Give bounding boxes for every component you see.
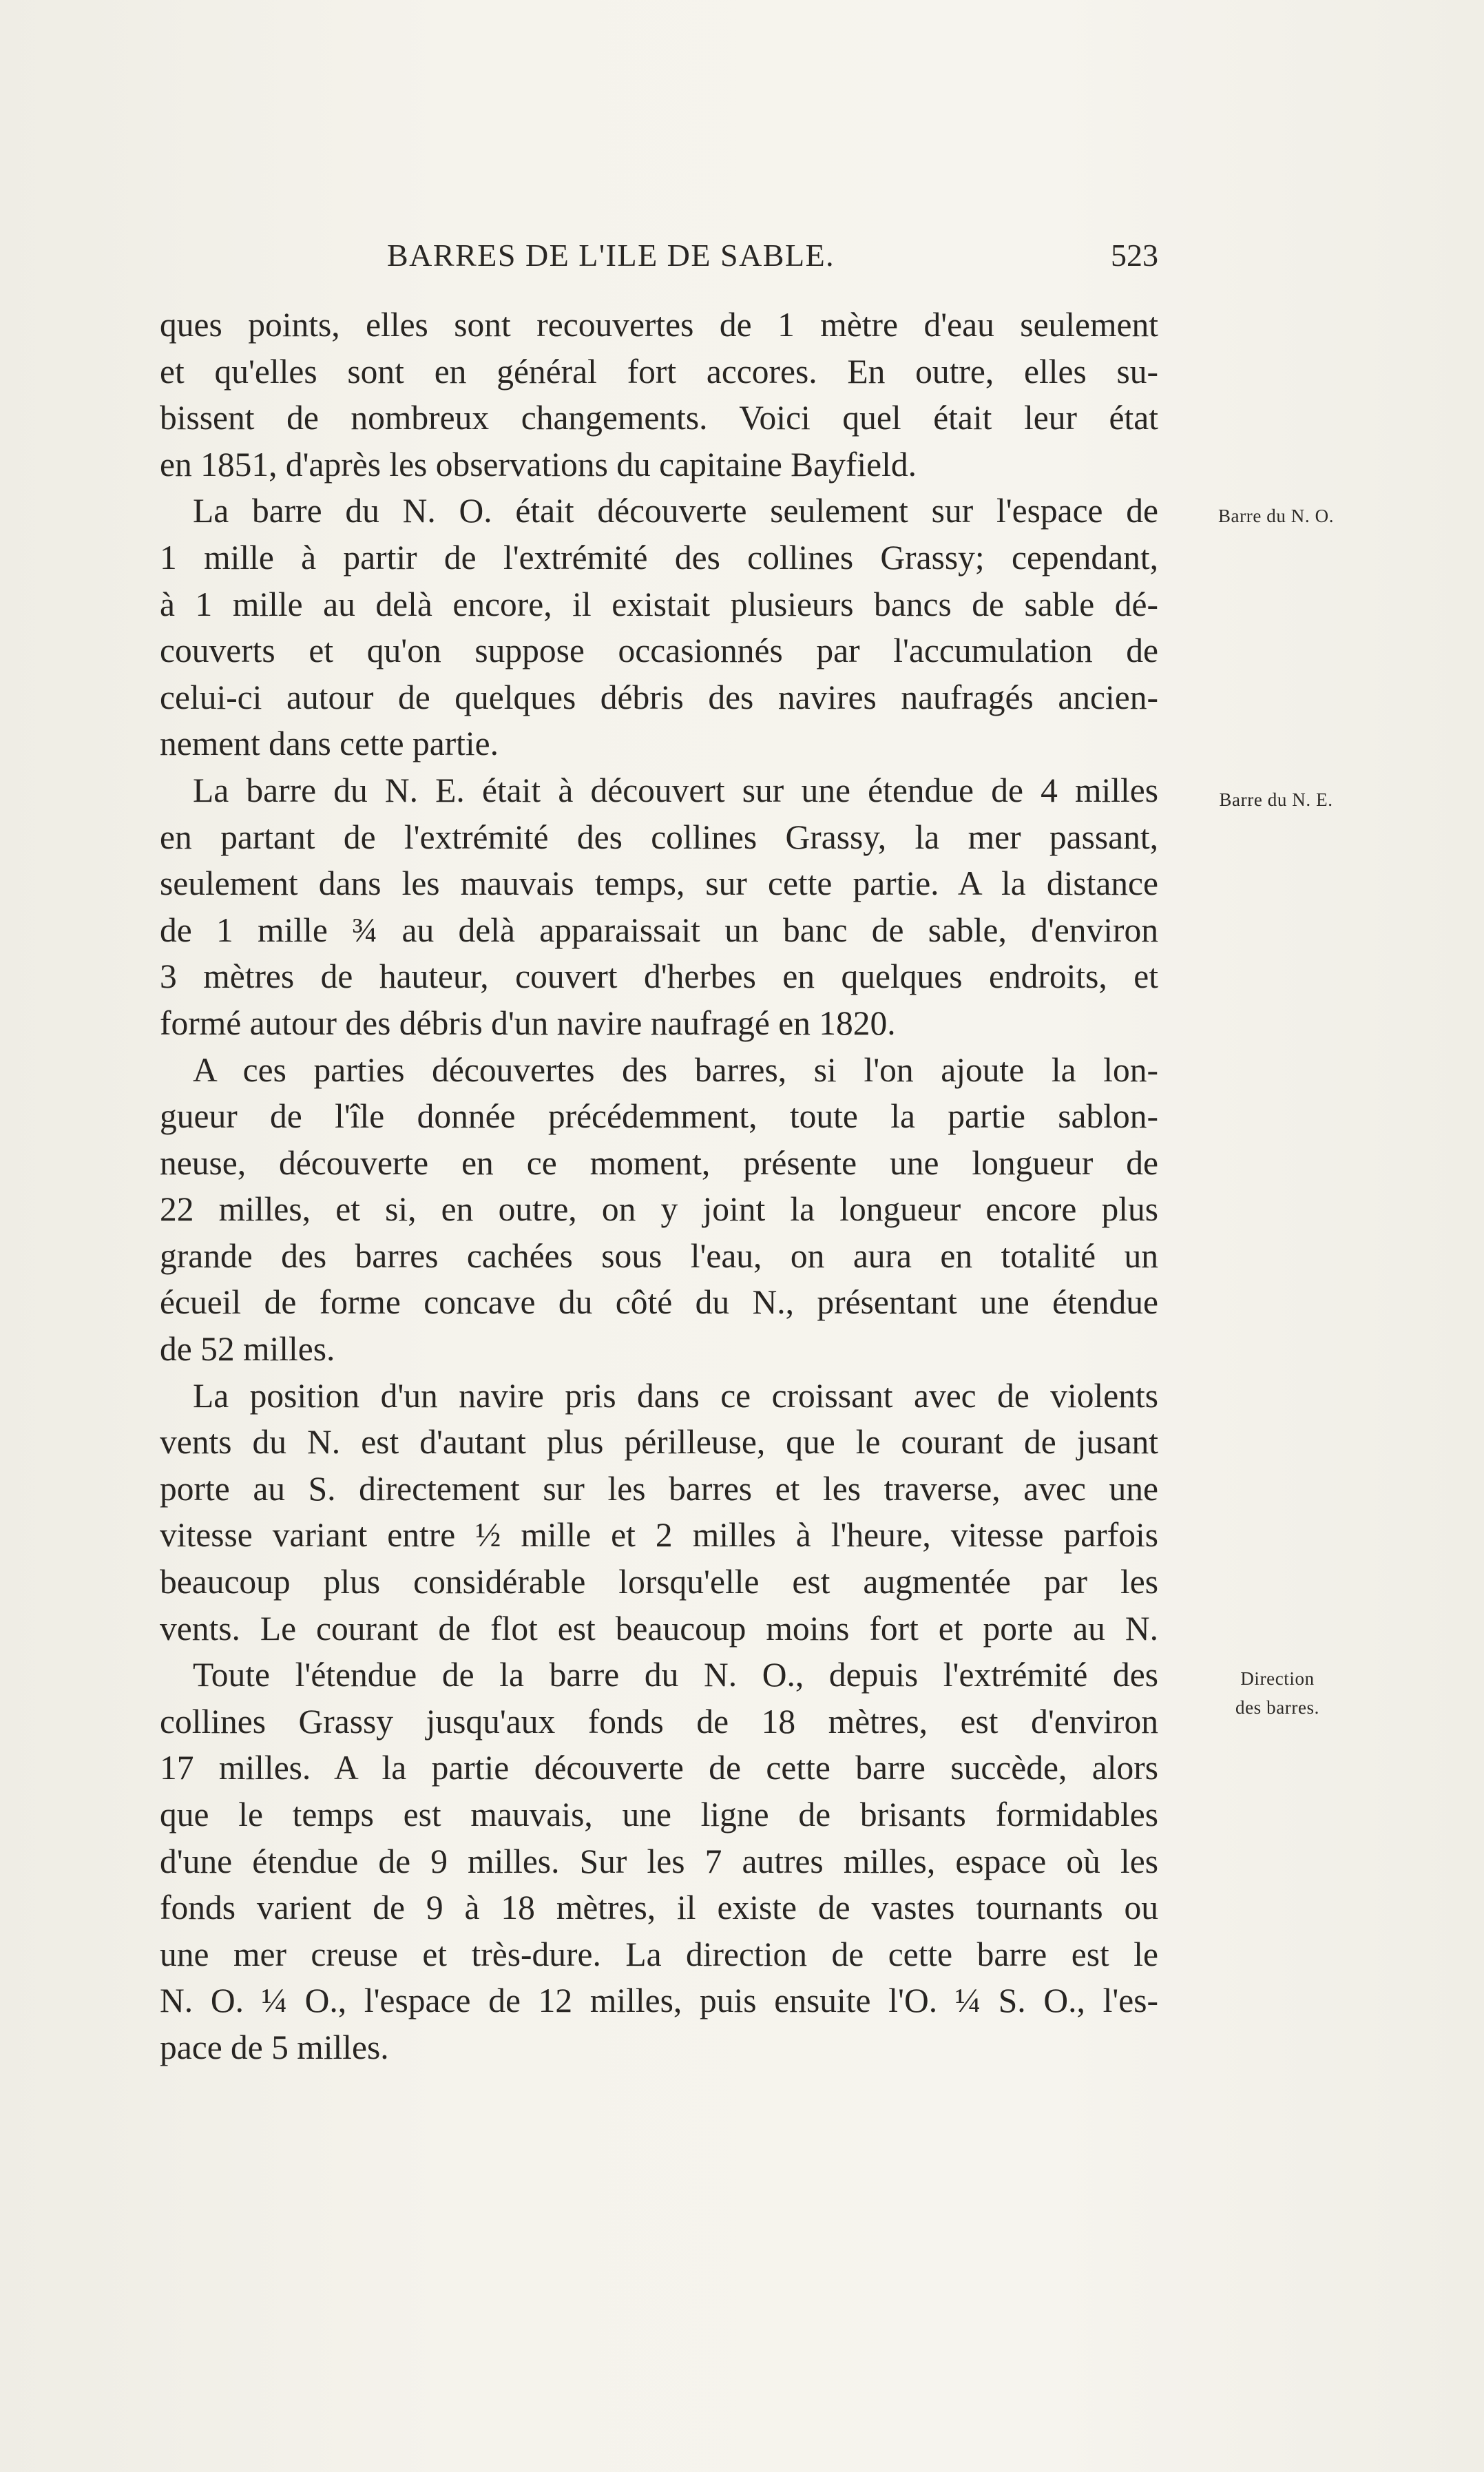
text-line: porte au S. directement sur les barres et les traverse, avec une [160,1469,1158,1508]
marginal-note-text: Barre du N. E. [1219,789,1333,810]
text-line: de 1 mille ¾ au delà apparaissait un banc de sable, d'environ [160,911,1158,949]
text-line: que le temps est mauvais, une ligne de brisants formidables [160,1796,1158,1834]
page-header [160,233,1158,281]
text-line: gueur de l'île donnée précédemment, toute la partie sablon- [160,1097,1158,1136]
text-line: grande des barres cachées sous l'eau, on aura en totalité un [160,1236,1158,1275]
marginal-note-direction [1198,1664,1357,1722]
text-line: 3 mètres de hauteur, couvert d'herbes en quelques endroits, et [160,957,1158,996]
text-line: La position d'un navire pris dans ce croissant avec de violents [193,1376,1158,1415]
text-line: seulement dans les mauvais temps, sur cette partie. A la distance [160,864,1158,903]
text-line: couverts et qu'on suppose occasionnés par l'accumulation de [160,632,1158,670]
text-line: A ces parties découvertes des barres, si l'on ajoute la lon- [193,1050,1158,1089]
text-line: de 52 milles. [160,1330,335,1369]
page-number: 523 [1111,238,1158,273]
text-line: nement dans cette partie. [160,725,499,763]
text-line: en 1851, d'après les observations du capitaine Bayfield. [160,445,917,484]
text-line: à 1 mille au delà encore, il existait plusieurs bancs de sable dé- [160,585,1158,623]
text-line: bissent de nombreux changements. Voici quel était leur état [160,399,1158,437]
text-line: neuse, découverte en ce moment, présente une longueur de [160,1143,1158,1182]
text-line: fonds varient de 9 à 18 mètres, il existe de vastes tournants ou [160,1889,1158,1927]
text-line: vents du N. est d'autant plus périlleuse, que le courant de jusant [160,1423,1158,1462]
text-line: beaucoup plus considérable lorsqu'elle est augmentée par les [160,1563,1158,1601]
marginal-note-text: Direction [1240,1668,1315,1689]
running-title: BARRES DE L'ILE DE SABLE. [387,238,835,273]
text-line: une mer creuse et très-dure. La direction de cette barre est le [160,1935,1158,1973]
marginal-note-text: Barre du N. O. [1217,506,1335,526]
text-line: formé autour des débris d'un navire naufragé en 1820. [160,1004,896,1042]
text-line: Toute l'étendue de la barre du N. O., depuis l'extrémité des [193,1656,1158,1694]
text-line: écueil de forme concave du côté du N., présentant une étendue [160,1283,1158,1322]
body-text [160,302,1158,2071]
text-line: 17 milles. A la partie découverte de cette barre succède, alors [160,1749,1158,1787]
text-line: La barre du N. O. était découverte seulement sur l'espace de [193,492,1158,530]
text-line: en partant de l'extrémité des collines Grassy, la mer passant, [160,818,1158,856]
text-line: d'une étendue de 9 milles. Sur les 7 autres milles, espace où les [160,1842,1158,1880]
text-line: pace de 5 milles. [160,2028,389,2066]
text-line: celui-ci autour de quelques débris des navires naufragés ancien- [160,678,1158,716]
text-line: collines Grassy jusqu'aux fonds de 18 mètres, est d'environ [160,1702,1158,1741]
text-line: vents. Le courant de flot est beaucoup moins fort et porte au N. [160,1609,1158,1648]
text-line: et qu'elles sont en général fort accores. En outre, elles su- [160,352,1158,391]
marginal-note-barre-ne [1190,785,1362,814]
text-line: 22 milles, et si, en outre, on y joint la longueur encore plus [160,1190,1158,1229]
marginal-note-barre-no [1190,501,1362,530]
text-line: La barre du N. E. était à découvert sur une étendue de 4 milles [193,771,1158,809]
text-line: vitesse variant entre ½ mille et 2 milles à l'heure, vitesse parfois [160,1516,1158,1555]
text-line: N. O. ¼ O., l'espace de 12 milles, puis ensuite l'O. ¼ S. O., l'es- [160,1982,1158,2020]
text-line: ques points, elles sont recouvertes de 1 mètre d'eau seulement [160,306,1158,344]
marginal-note-text: des barres. [1235,1697,1320,1718]
text-line: 1 mille à partir de l'extrémité des collines Grassy; cependant, [160,538,1158,577]
